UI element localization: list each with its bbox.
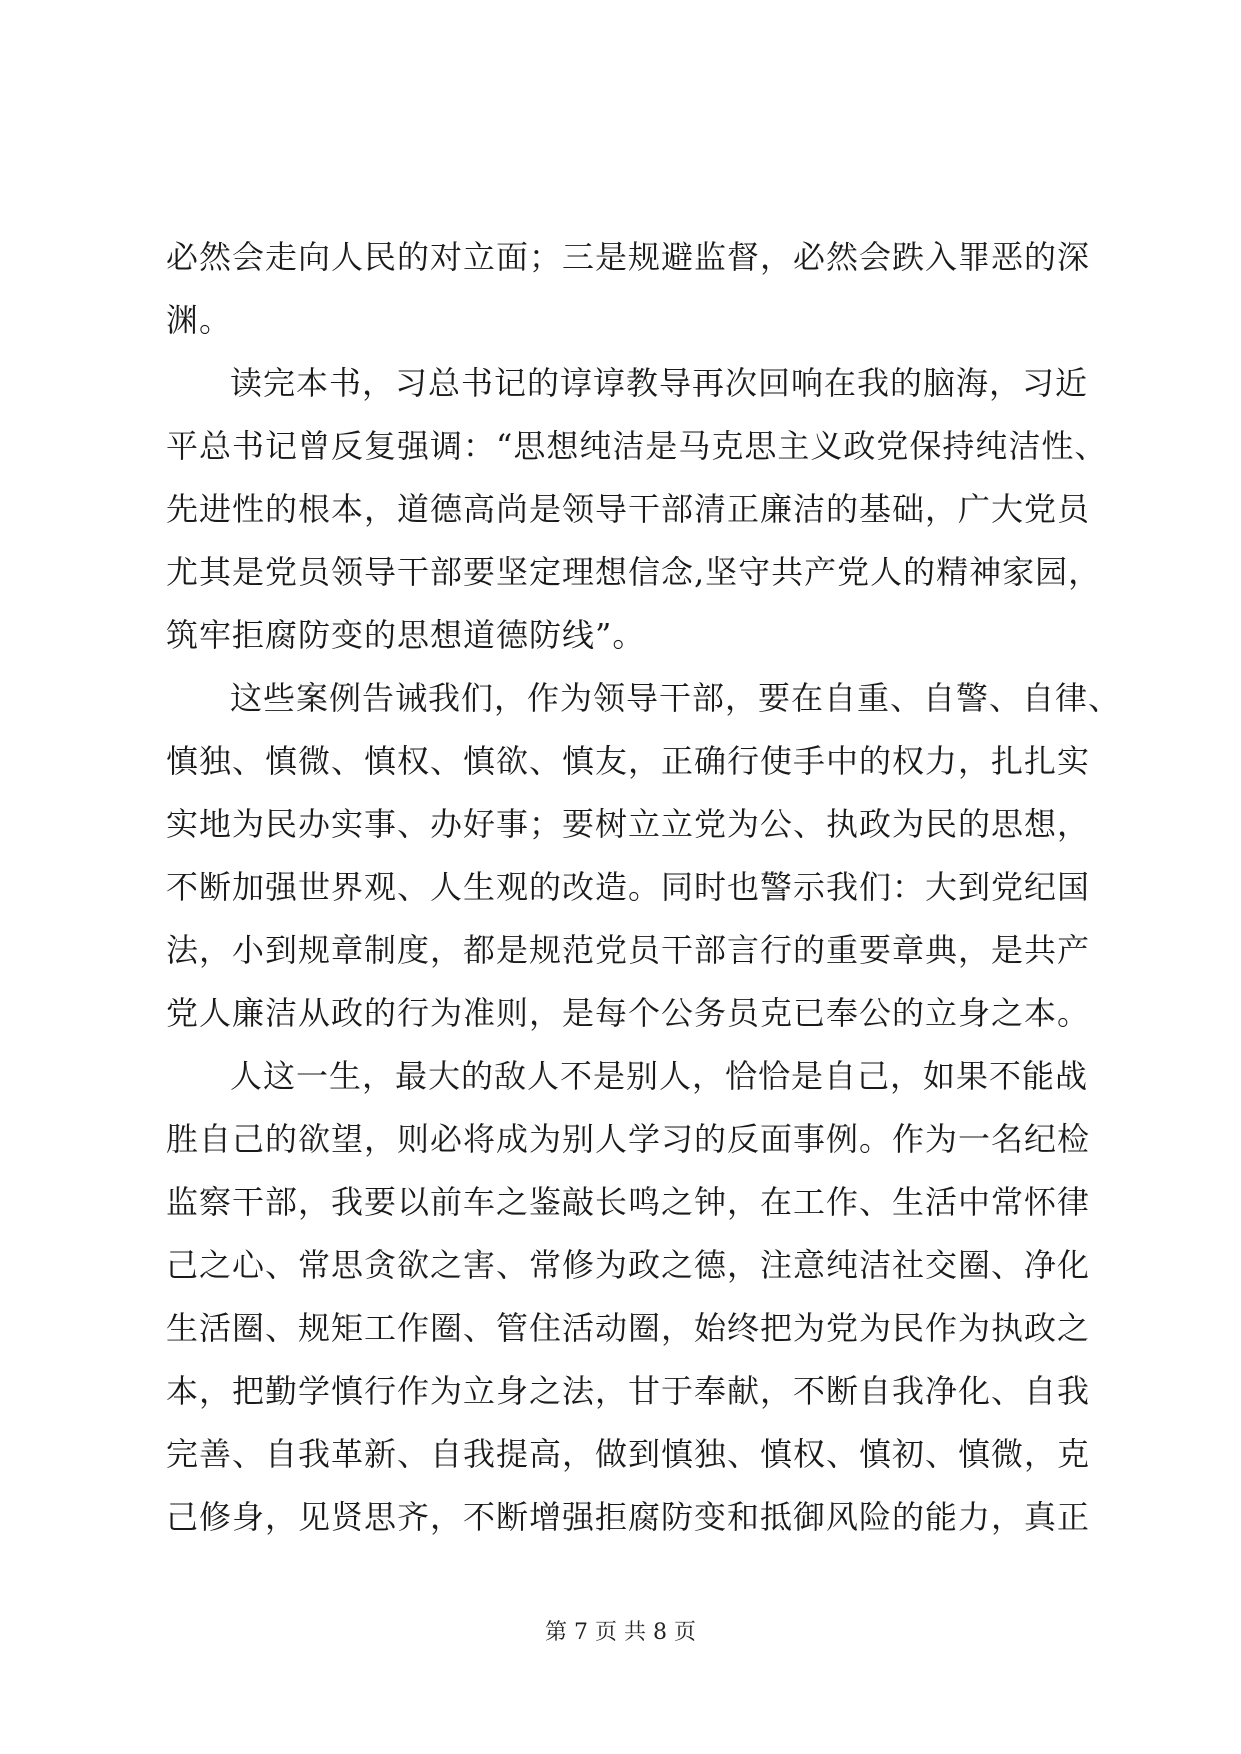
text-line: 党人廉洁从政的行为准则，是每个公务员克已奉公的立身之本。	[166, 994, 1091, 1032]
text-line: 胜自己的欲望，则必将成为别人学习的反面事例。作为一名纪检	[166, 1120, 1091, 1158]
text-line: 慎独、慎微、慎权、慎欲、慎友，正确行使手中的权力，扎扎实	[166, 742, 1091, 780]
text-line: 生活圈、规矩工作圈、管住活动圈，始终把为党为民作为执政之	[166, 1309, 1091, 1347]
text-line: 人这一生，最大的敌人不是别人，恰恰是自己，如果不能战	[230, 1057, 1089, 1095]
text-line: 不断加强世界观、人生观的改造。同时也警示我们：大到党纪国	[166, 868, 1091, 906]
text-line: 己之心、常思贪欲之害、常修为政之德，注意纯洁社交圈、净化	[166, 1246, 1091, 1284]
text-line: 法，小到规章制度，都是规范党员干部言行的重要章典，是共产	[166, 931, 1091, 969]
text-line: 实地为民办实事、办好事；要树立立党为公、执政为民的思想，	[166, 805, 1091, 843]
text-line: 完善、自我革新、自我提高，做到慎独、慎权、慎初、慎微，克	[166, 1435, 1091, 1473]
text-line: 尤其是党员领导干部要坚定理想信念,坚守共产党人的精神家园，	[166, 553, 1102, 591]
text-line: 本，把勤学慎行作为立身之法，甘于奉献，不断自我净化、自我	[166, 1372, 1091, 1410]
text-line: 己修身，见贤思齐，不断增强拒腐防变和抵御风险的能力，真正	[166, 1498, 1091, 1536]
text-line: 必然会走向人民的对立面；三是规避监督，必然会跌入罪恶的深	[166, 238, 1091, 276]
text-line: 监察干部，我要以前车之鉴敲长鸣之钟，在工作、生活中常怀律	[166, 1183, 1091, 1221]
text-line: 先进性的根本，道德高尚是领导干部清正廉洁的基础，广大党员	[166, 490, 1091, 528]
text-line: 渊。	[166, 301, 233, 339]
text-line: 读完本书，习总书记的谆谆教导再次回响在我的脑海，习近	[230, 364, 1089, 402]
text-line: 平总书记曾反复强调：“思想纯洁是马克思主义政党保持纯洁性、	[166, 427, 1108, 465]
text-line: 筑牢拒腐防变的思想道德防线”。	[166, 616, 646, 654]
text-line: 这些案例告诫我们，作为领导干部，要在自重、自警、自律、	[230, 679, 1122, 717]
document-body	[166, 226, 1122, 1549]
page-footer: 第 7 页 共 8 页	[545, 1620, 696, 1645]
